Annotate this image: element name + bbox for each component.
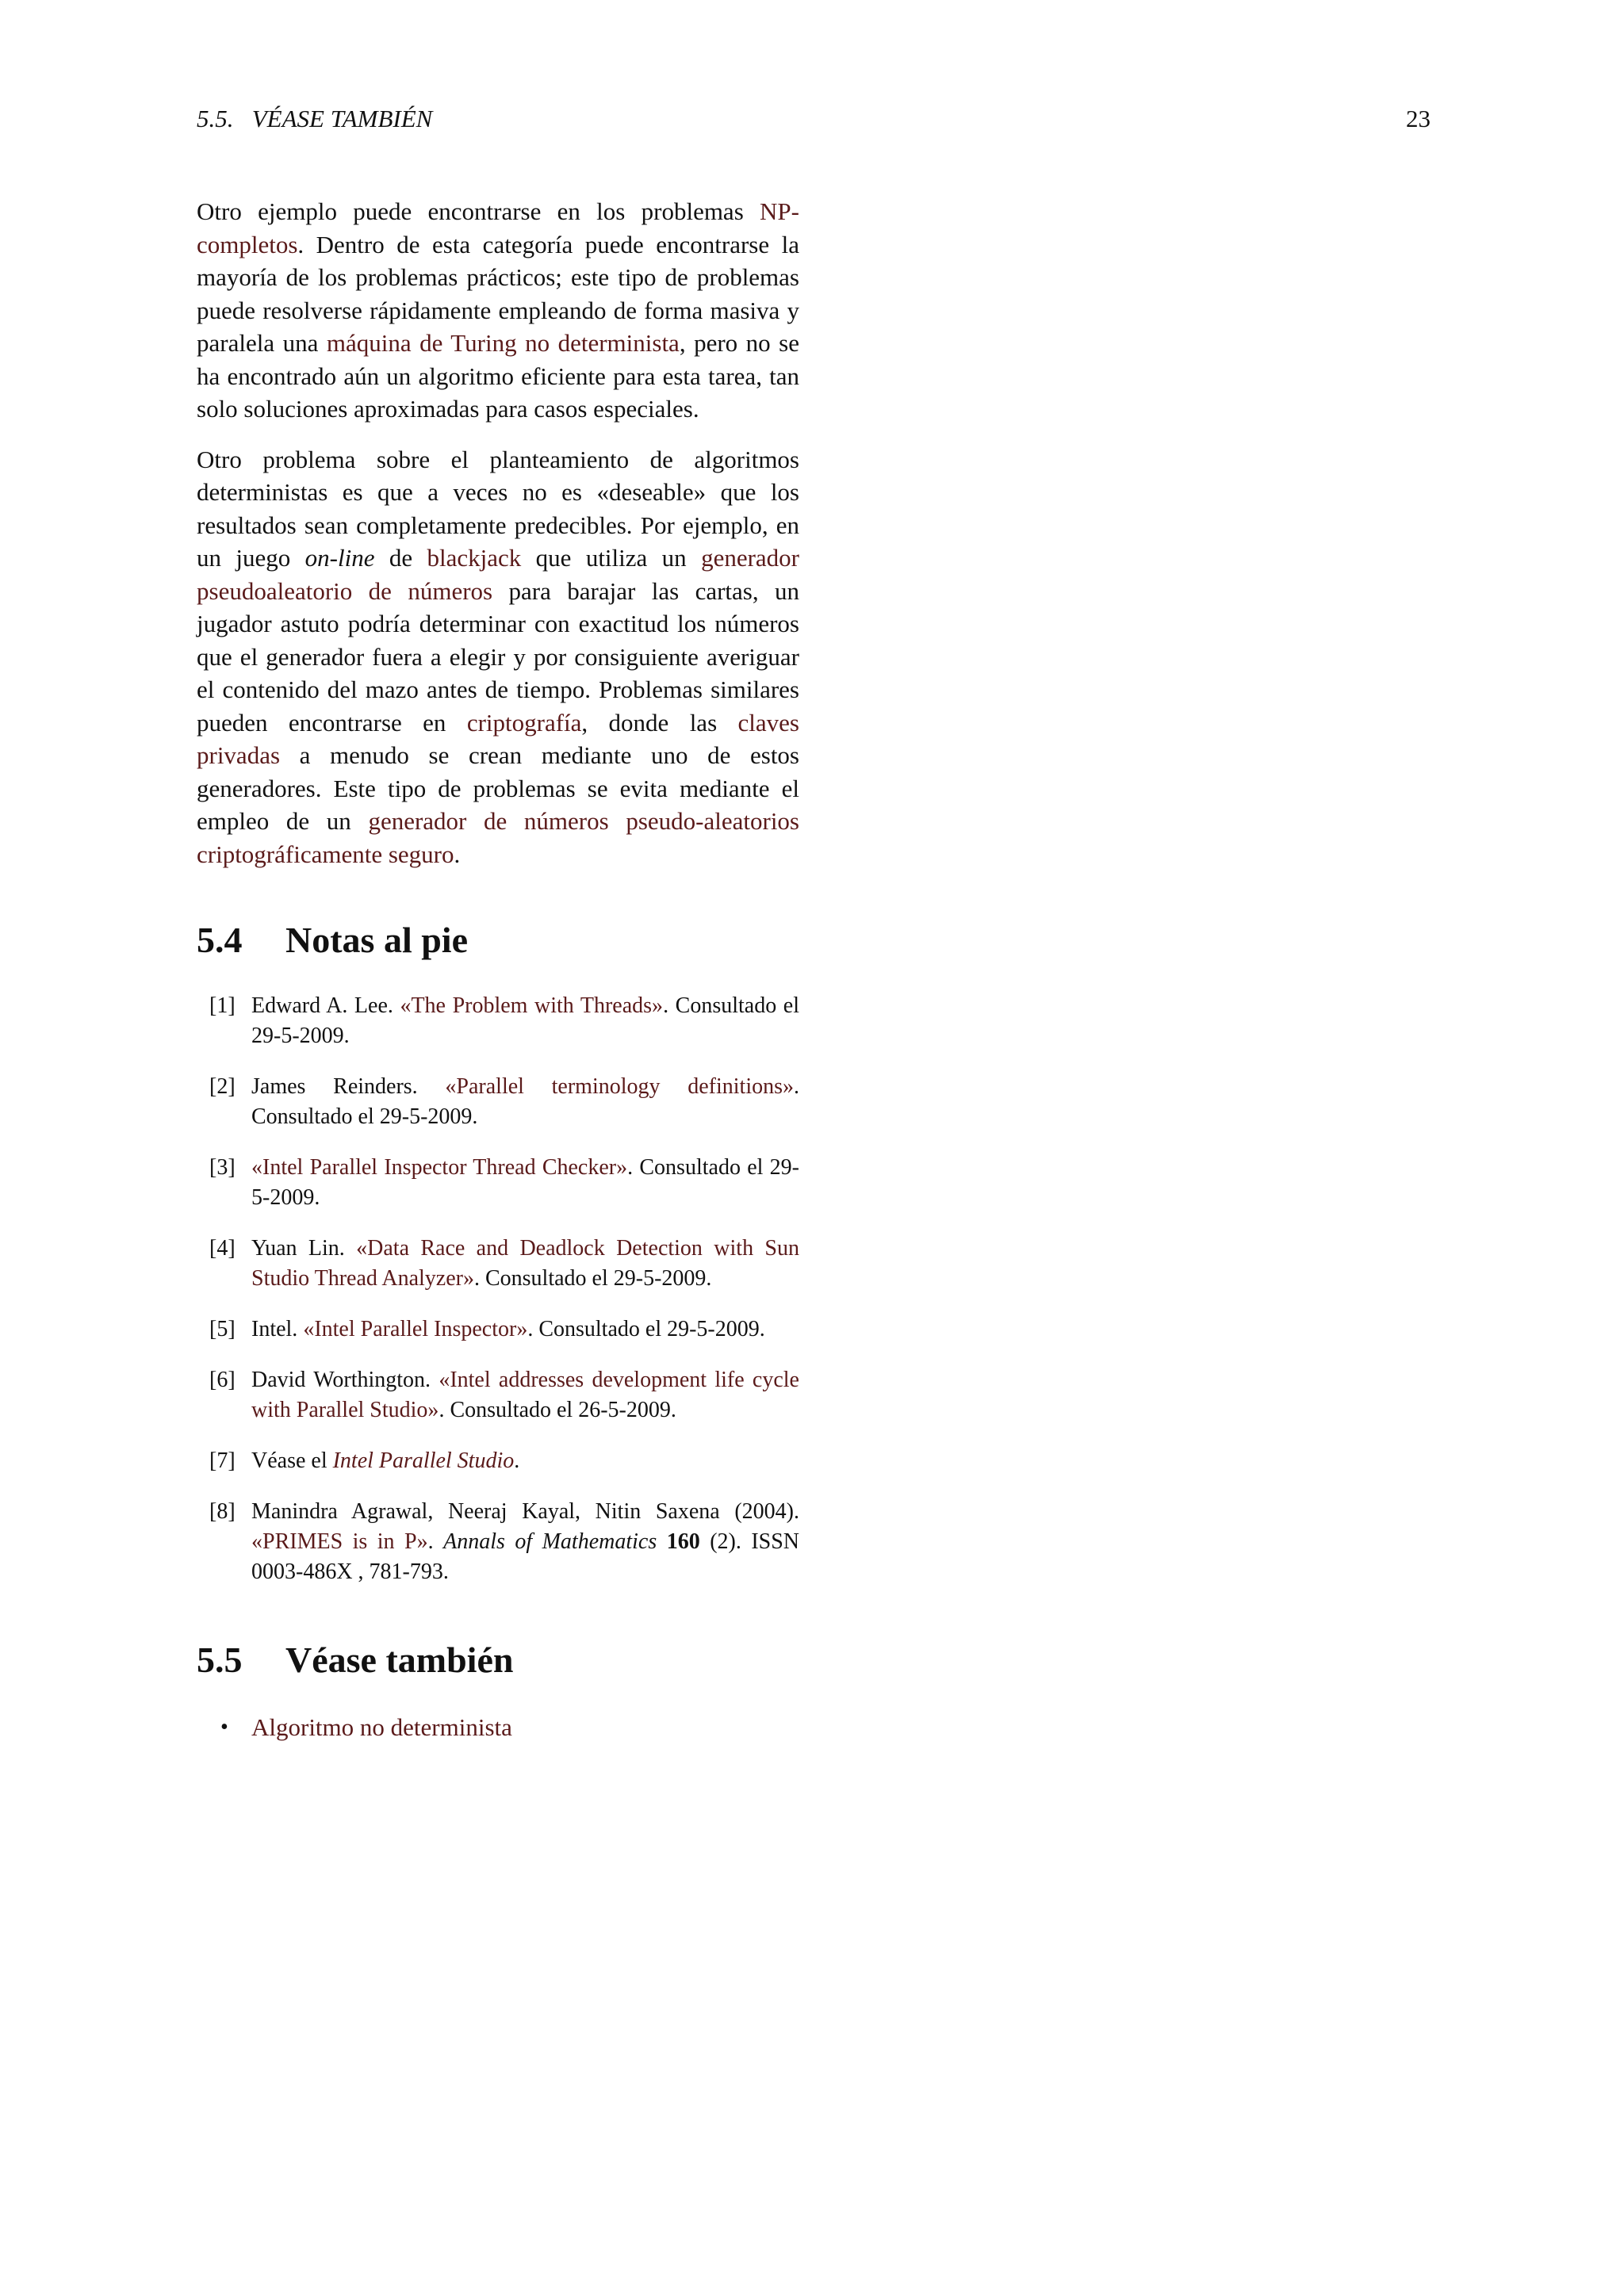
running-header (197, 105, 1431, 136)
footnotes-list (197, 991, 799, 1587)
bullet-icon: • (220, 1715, 228, 1739)
text: Manindra Agrawal, Neeraj Kayal, Nitin Saxena (2004). (251, 1499, 799, 1524)
see-also-list (197, 1711, 799, 1743)
footnote-number: [8] (209, 1499, 236, 1524)
section-number: 5.5 (197, 1640, 243, 1680)
journal-volume: 160 (666, 1529, 700, 1554)
footnote-item (197, 1234, 799, 1294)
text: de (374, 544, 427, 572)
text: . Consultado el 29-5-2009. (473, 1266, 712, 1291)
footnote-item (197, 1072, 799, 1132)
link-blackjack[interactable]: blackjack (427, 544, 522, 572)
text: que utiliza un (521, 544, 702, 572)
text: . Consultado el 26-5-2009. (439, 1398, 676, 1422)
journal-name: Annals of Mathematics (443, 1529, 657, 1554)
text: . Consultado el 29-5-2009. (251, 1074, 799, 1129)
link-maquina-turing[interactable]: máquina de Turing no determinista (326, 329, 680, 357)
footnote-number: [3] (209, 1155, 236, 1180)
footnote-link[interactable]: «Intel Parallel Inspector» (303, 1317, 528, 1341)
text: Otro problema sobre el planteamiento de algoritmos deterministas es que a veces no es «deseable» que los resultados sean completamente predecibles. Por ejemplo, en un juego (197, 445, 799, 572)
section-heading-notas (197, 918, 799, 962)
text: , donde las (581, 708, 738, 737)
footnote-item (197, 1153, 799, 1213)
section-number: 5.4 (197, 920, 243, 960)
header-section-title: 5.5. VÉASE TAMBIÉN (197, 105, 433, 132)
footnote-number: [5] (209, 1317, 236, 1341)
footnote-link[interactable]: «Parallel terminology definitions» (445, 1074, 794, 1099)
footnote-item (197, 1497, 799, 1587)
text: Edward A. Lee. (251, 993, 400, 1018)
text: , pero no se ha encontrado aún un algoritmo eficiente para esta tarea, tan solo soluciones aproximadas para casos especiales. (197, 329, 799, 423)
text: David Worthington. (251, 1368, 439, 1392)
text: para barajar las cartas, un jugador astuto podría determinar con exactitud los números que el generador fuera a elegir y por consiguiente averiguar el contenido del mazo antes de tiempo. Problemas similares pueden encontrarse en (197, 576, 800, 737)
page-number: 23 (1406, 105, 1431, 132)
text: (2). ISSN 0003-486X , 781-793. (251, 1529, 800, 1584)
footnote-number: [6] (209, 1368, 236, 1392)
text-column (197, 195, 799, 1743)
list-item (197, 1711, 799, 1743)
footnote-link[interactable]: «The Problem with Threads» (400, 993, 664, 1018)
footnote-item (197, 1446, 799, 1476)
footnote-link-intel-parallel-studio[interactable]: Intel Parallel Studio (332, 1448, 515, 1473)
footnote-number: [4] (209, 1236, 236, 1261)
footnote-item (197, 1365, 799, 1425)
text (657, 1529, 666, 1554)
text: . Dentro de esta categoría puede encontrarse la mayoría de los problemas prácticos; este tipo de problemas puede resolverse rápidamente empleando de forma masiva y paralela una (197, 230, 799, 357)
section-title: Notas al pie (285, 920, 468, 960)
footnote-link-primes[interactable]: «PRIMES is in P» (251, 1529, 428, 1554)
footnote-link[interactable]: «Intel addresses development life cycle with Parallel Studio» (251, 1368, 799, 1422)
text: . (454, 840, 461, 868)
footnote-number: [1] (209, 993, 236, 1018)
link-claves-privadas[interactable]: claves privadas (197, 708, 799, 769)
text: James Reinders. (251, 1074, 446, 1099)
text: a menudo se crean mediante uno de estos generadores. Este tipo de problemas se evita mediante el empleo de un (197, 741, 799, 835)
text: . Consultado el 29-5-2009. (251, 1155, 799, 1210)
text: Intel. (251, 1317, 304, 1341)
text: . (514, 1448, 520, 1473)
link-algoritmo-no-determinista[interactable]: Algoritmo no determinista (251, 1713, 512, 1741)
paragraph-np-complete (197, 195, 799, 426)
link-np-completos[interactable]: NP-completos (197, 197, 799, 258)
footnote-item (197, 991, 799, 1051)
text: Yuan Lin. (251, 1236, 357, 1261)
link-generador-seguro[interactable]: generador de números pseudo-aleatorios criptográficamente seguro (197, 807, 799, 868)
footnote-link[interactable]: «Intel Parallel Inspector Thread Checker» (251, 1155, 628, 1180)
emphasis-online: on-line (304, 544, 375, 572)
section-title: Véase también (285, 1640, 514, 1680)
text: Véase el (251, 1448, 333, 1473)
section-heading-vease (197, 1638, 799, 1682)
paragraph-deterministic (197, 443, 799, 871)
link-criptografia[interactable]: criptografía (466, 708, 582, 737)
footnote-number: [7] (209, 1448, 236, 1473)
footnote-link[interactable]: «Data Race and Deadlock Detection with Sun Studio Thread Analyzer» (251, 1236, 799, 1291)
text: . Consultado el 29-5-2009. (527, 1317, 765, 1341)
text: Otro ejemplo puede encontrarse en los problemas (197, 197, 760, 225)
link-generador-pseudoaleatorio[interactable]: generador pseudoaleatorio de números (197, 544, 800, 605)
text: . (427, 1529, 444, 1554)
footnote-item (197, 1314, 799, 1345)
footnote-number: [2] (209, 1074, 236, 1099)
text: . Consultado el 29-5-2009. (251, 993, 799, 1048)
